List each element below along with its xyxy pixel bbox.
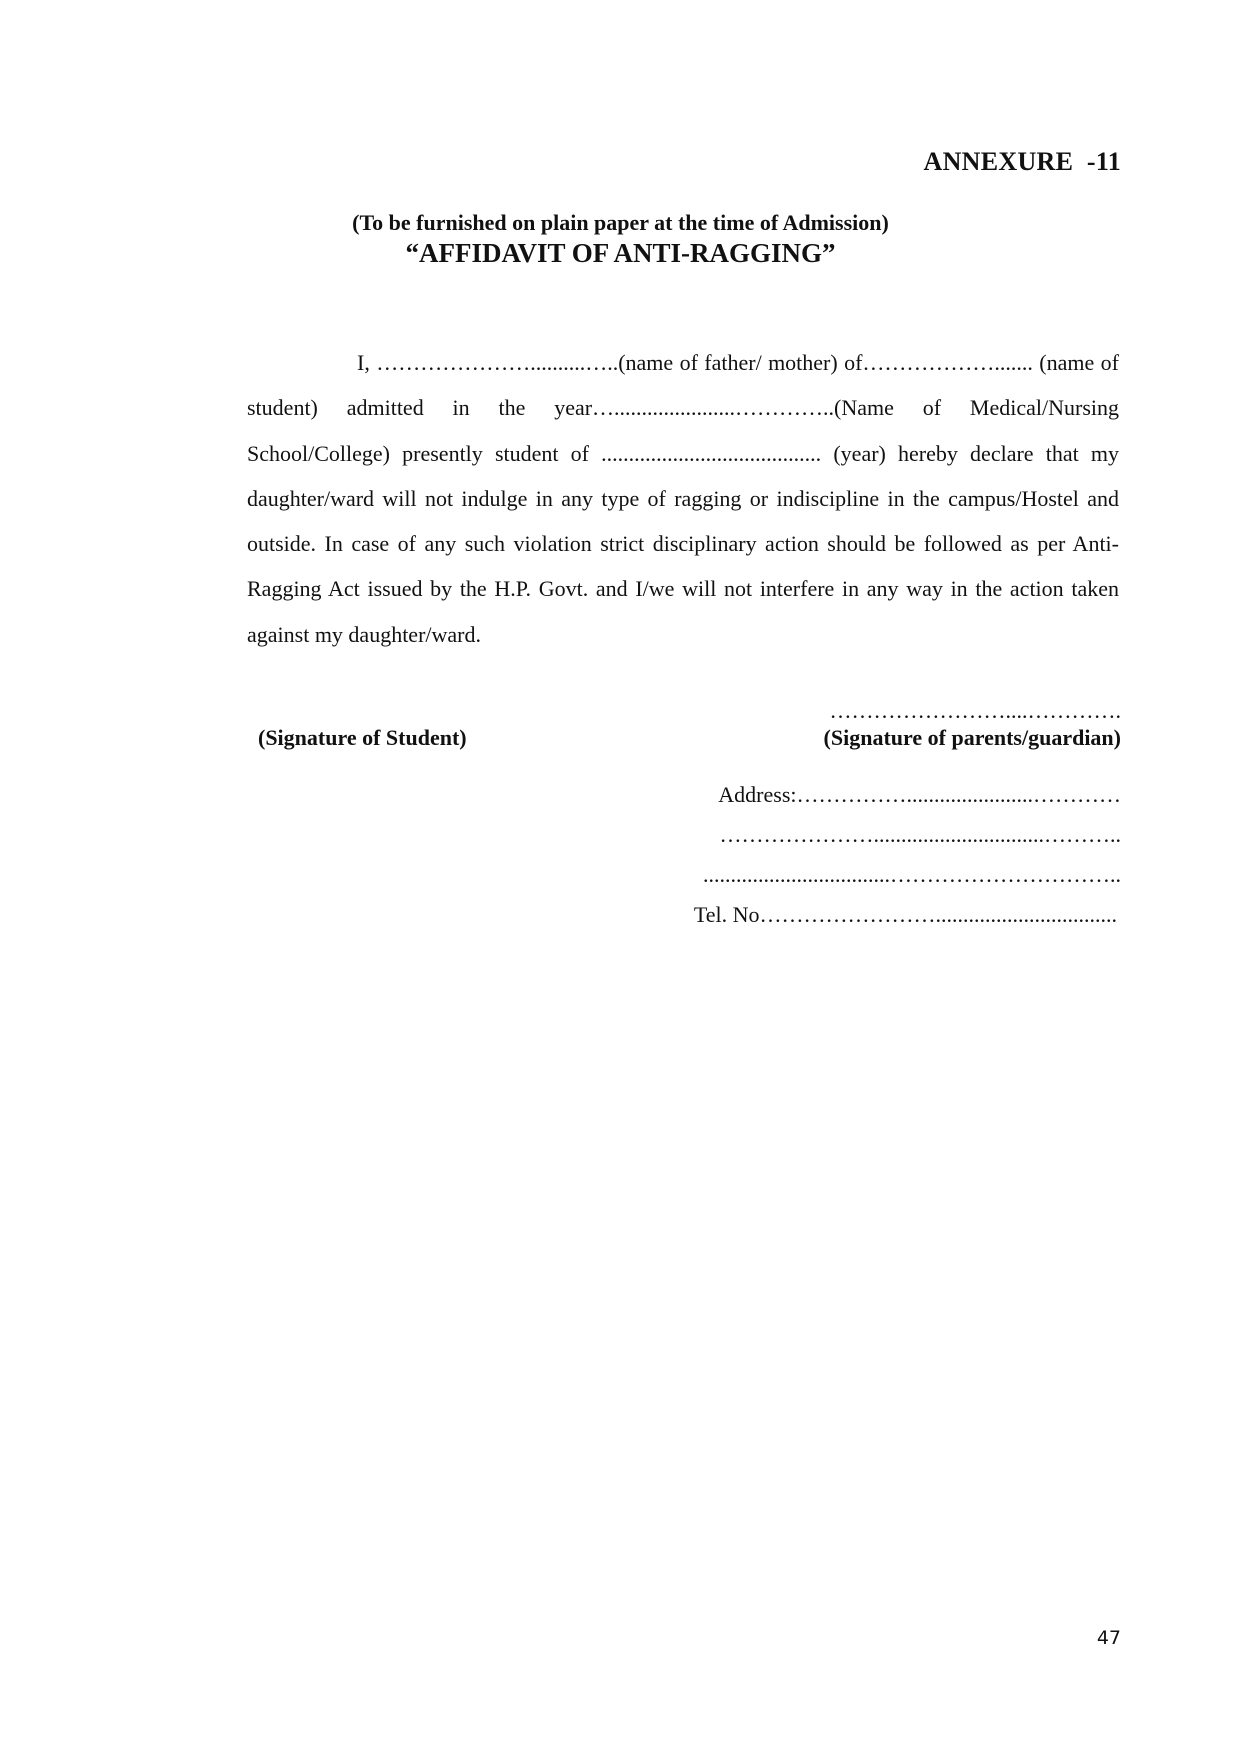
telephone-line: Tel. No……………………................................. xyxy=(693,902,1117,927)
parent-signature-label: (Signature of parents/guardian) xyxy=(823,725,1121,750)
student-signature-label: (Signature of Student) xyxy=(258,725,467,750)
annexure-label: ANNEXURE -11 xyxy=(923,147,1121,176)
document-title: “AFFIDAVIT OF ANTI-RAGGING” xyxy=(405,238,836,268)
address-line-3: ..................................………………………….. xyxy=(703,862,1121,887)
address-line: Address:…………….......................………… xyxy=(718,782,1121,807)
page-number: 47 xyxy=(1096,1627,1121,1649)
document-subtitle: (To be furnished on plain paper at the time of Admission) xyxy=(352,210,889,235)
parent-signature-line: ……………………....…………. xyxy=(829,698,1121,723)
affidavit-body: I, …………………..........…..(name of father/ mother) of………………....... (name of student) admitted in the year…......................…………..(Name of Medical/Nursing School/College) presently student of ........................................ (year) hereby declare that my daughter/ward will not indulge in any type of ragging or indiscipline in the campus/Hostel and outside. In case of any such violation strict disciplinary action should be followed as per Anti-Ragging Act issued by the H.P. Govt. and I/we will not interfere in any way in the action taken against my daughter/ward. xyxy=(247,350,1119,647)
address-line-2: …………………...............................……….. xyxy=(719,822,1121,847)
